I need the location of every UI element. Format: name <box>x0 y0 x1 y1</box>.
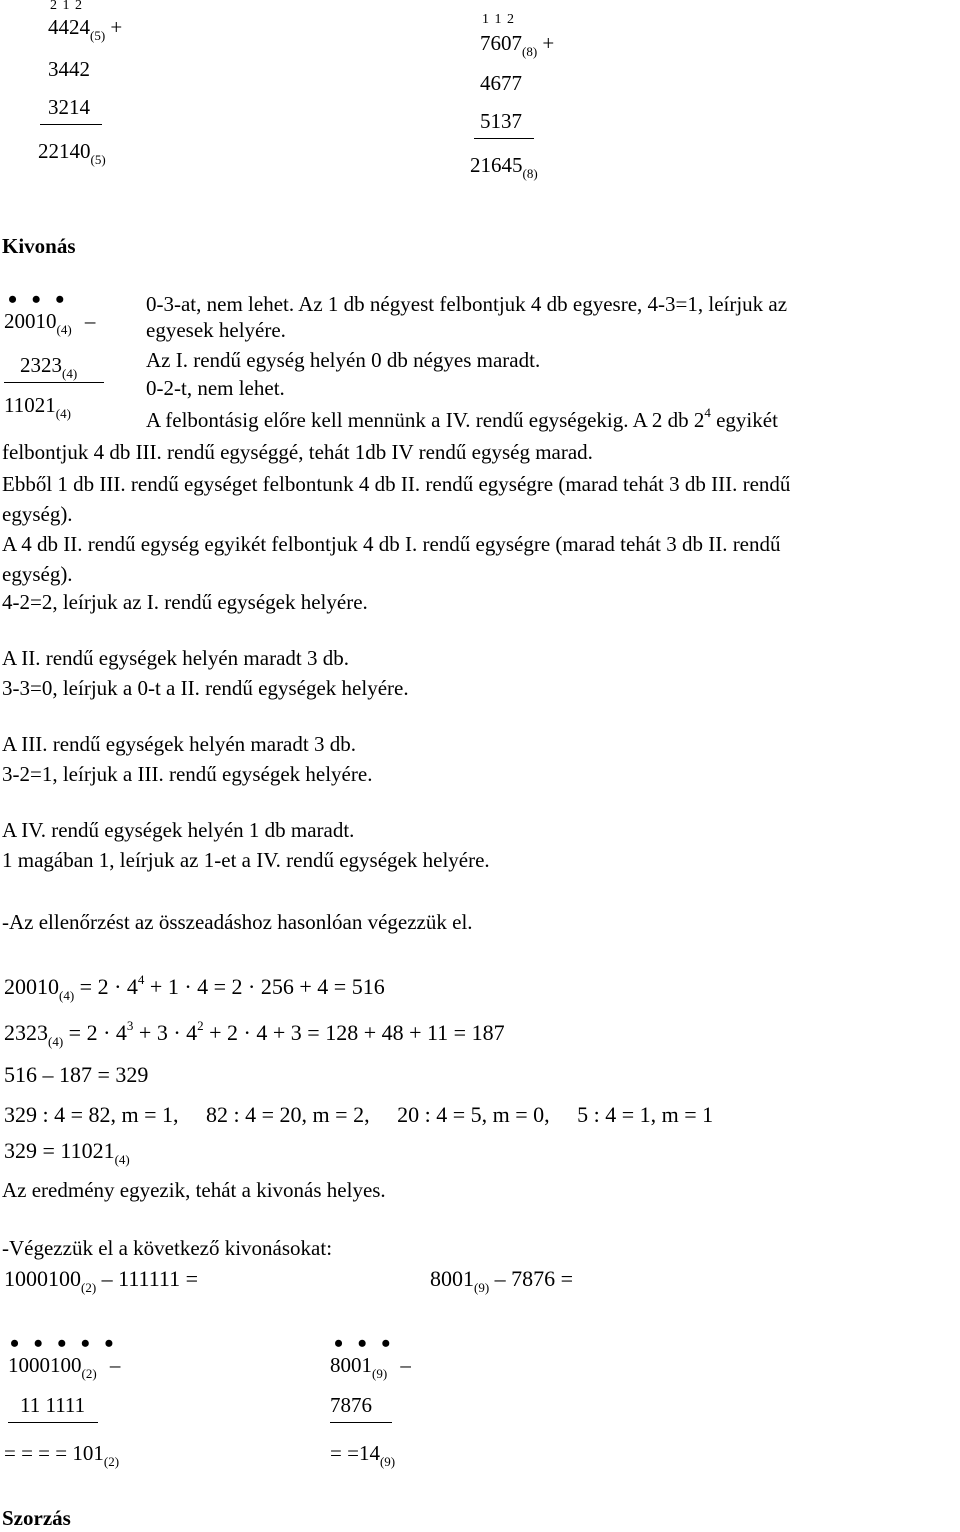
explain-line: egység). <box>2 502 73 526</box>
explain-line: 0-3-at, nem lehet. Az 1 db négyest felbontjuk 4 db egyesre, 4-3=1, leírjuk az <box>146 292 788 316</box>
addend-row: 5137 <box>480 109 522 133</box>
difference: = $=14_{(9)}$ <box>330 1441 396 1469</box>
explain-line: Az I. rendű egység helyén 0 db négyes maradt. <box>146 348 541 372</box>
exercise-task: $1000100_{(2)} - 111111$ = <box>4 1266 198 1295</box>
check-line: 516 – 187 = 329 <box>4 1062 149 1087</box>
explain-line: 0-2-t, nem lehet. <box>146 376 285 400</box>
explain-line: egyesek helyére. <box>146 318 286 342</box>
check-line: $329 = 11021_{(4)}$ <box>4 1138 130 1167</box>
difference-line <box>4 382 104 383</box>
addend-row: $7607_{(8)}$ + <box>480 31 555 59</box>
borrow-dots: • • • <box>334 1329 395 1358</box>
minuend: $20010_{(4)}$ – <box>4 309 96 337</box>
sum-result: $21645_{(8)}$ <box>470 153 538 181</box>
difference-line <box>8 1422 98 1423</box>
difference: = = = = $101_{(2)}$ <box>4 1441 120 1469</box>
subtrahend: 7876 <box>330 1393 372 1417</box>
explain-line: egység). <box>2 562 73 586</box>
subtrahend: $2323_{(4)}$ <box>20 353 78 381</box>
explain-line: felbontjuk 4 db III. rendű egységgé, tehát 1db IV rendű egység marad. <box>2 440 593 464</box>
addend-row: $4424_{(5)}$ + <box>48 15 123 43</box>
subtrahend: 11 1111 <box>20 1393 86 1417</box>
sum-line <box>474 138 534 139</box>
minuend: $1000100_{(2)}$ – <box>8 1353 121 1381</box>
borrow-dots: • • • <box>8 285 69 314</box>
explain-line: 3-2=1, leírjuk a III. rendű egységek helyére. <box>2 762 373 786</box>
check-conclusion: Az eredmény egyezik, tehát a kivonás helyes. <box>2 1178 386 1202</box>
explain-line: A III. rendű egységek helyén maradt 3 db. <box>2 732 356 756</box>
sum-result: $22140_{(5)}$ <box>38 139 106 167</box>
explain-line: A II. rendű egységek helyén maradt 3 db. <box>2 646 349 670</box>
check-line: $2323_{(4)} = 2 \cdot 4^3 + 3 \cdot 4^2 + 2 \cdot 4 + 3 = 128 + 48 + 11 = 187$ <box>4 1018 505 1049</box>
explain-line: A IV. rendű egységek helyén 1 db maradt. <box>2 818 355 842</box>
addend-row: 4677 <box>480 71 522 95</box>
explain-line: 3-3=0, leírjuk a 0-t a II. rendű egységek helyére. <box>2 676 409 700</box>
check-line: 329 : 4 = 82, m = 1, 82 : 4 = 20, m = 2, 20 : 4 = 5, m = 0, 5 : 4 = 1, m = 1 <box>4 1102 714 1127</box>
minuend: $8001_{(9)}$ – <box>330 1353 411 1381</box>
sum-line <box>40 124 102 125</box>
carry-digits: 1 1 2 <box>482 12 515 27</box>
addend-row: 3442 <box>48 57 90 81</box>
addend-row: 3214 <box>48 95 90 119</box>
explain-line: A 4 db II. rendű egység egyikét felbontjuk 4 db I. rendű egységre (marad tehát 3 db II. rendű <box>2 532 781 556</box>
difference-line <box>330 1422 392 1423</box>
difference: $11021_{(4)}$ <box>4 393 71 421</box>
exercise-prompt: -Végezzük el a következő kivonásokat: <box>2 1236 333 1260</box>
check-line: $20010_{(4)} = 2 \cdot 4^4 + 1 \cdot 4 = 2 \cdot 256 + 4 = 516$ <box>4 972 385 1003</box>
explain-line: A felbontásig előre kell mennünk a IV. rendű egységekig. A 2 db $2^4$ egyikét <box>146 405 778 432</box>
section-heading-kivonas: Kivonás <box>2 234 76 258</box>
explain-line: -Az ellenőrzést az összeadáshoz hasonlóan végezzük el. <box>2 910 473 934</box>
carry-digits: 2 1 2 <box>50 0 83 13</box>
explain-line: 1 magában 1, leírjuk az 1-et a IV. rendű egységek helyére. <box>2 848 490 872</box>
section-heading-szorzas: Szorzás <box>2 1506 71 1530</box>
explain-line: Ebből 1 db III. rendű egységet felbontunk 4 db II. rendű egységre (marad tehát 3 db III. rendű <box>2 472 791 496</box>
borrow-dots: • • • • • <box>10 1329 118 1358</box>
explain-line: 4-2=2, leírjuk az I. rendű egységek helyére. <box>2 590 368 614</box>
exercise-task: $8001_{(9)} - 7876$ = <box>430 1266 574 1295</box>
